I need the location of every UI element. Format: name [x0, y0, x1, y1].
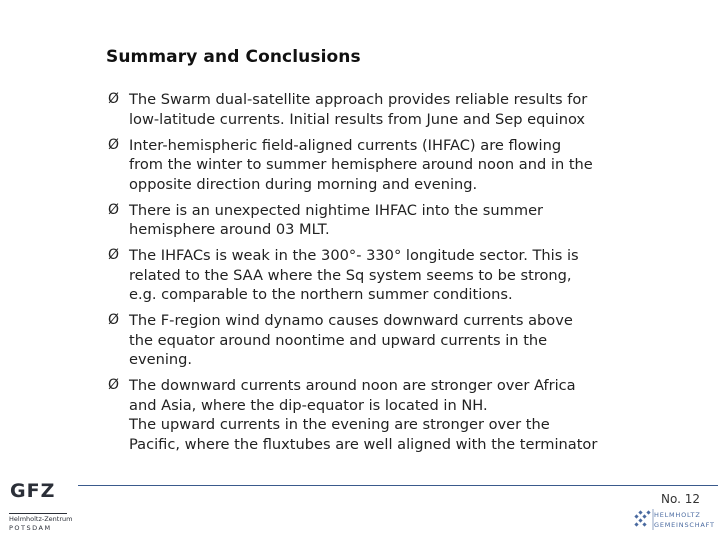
bullet-line: from the winter to summer hemisphere around noon and in the	[129, 156, 593, 173]
helmholtz-logo-line1: HELMHOLTZ	[654, 511, 701, 519]
bullet-line: opposite direction during morning and evening.	[129, 175, 478, 193]
bullet-line: The Swarm dual-satellite approach provides reliable results for	[129, 91, 588, 108]
bullet-item	[108, 90, 668, 129]
slide-number: No. 12	[660, 492, 700, 506]
bullet-line: There is an unexpected nightime IHFAC into the summer	[129, 201, 544, 219]
gfz-logo-subtitle: Helmholtz-Zentrum	[9, 515, 73, 523]
bullet-line: Pacific, where the fluxtubes are well aligned with the terminator	[129, 435, 598, 453]
bullet-line: The IHFACs is weak in the 300°- 330° longitude sector. This is	[129, 247, 579, 264]
bullet-item	[108, 376, 668, 454]
bullet-arrow-icon: Ø	[108, 247, 120, 263]
bullet-arrow-icon: Ø	[108, 312, 120, 328]
bullet-item	[108, 246, 668, 305]
bullet-line: hemisphere around 03 MLT.	[129, 221, 330, 238]
bullet-arrow-icon: Ø	[108, 91, 120, 107]
gfz-logo-rule	[9, 513, 67, 514]
bullet-line: The downward currents around noon are stronger over Africa	[129, 377, 576, 394]
bullet-line: Inter-hemispheric field-aligned currents (IHFAC) are flowing	[129, 136, 562, 154]
bullet-line: and Asia, where the dip-equator is located in NH.	[129, 396, 488, 414]
bullet-list	[108, 90, 668, 461]
bullet-item	[108, 136, 668, 195]
helmholtz-logo-line2: GEMEINSCHAFT	[654, 521, 715, 529]
bullet-line: evening.	[129, 351, 193, 368]
gfz-logo-city: POTSDAM	[9, 524, 52, 532]
bullet-line: The upward currents in the evening are stronger over the	[129, 416, 550, 433]
bullet-line: e.g. comparable to the northern summer conditions.	[129, 286, 513, 303]
bullet-line: the equator around noontime and upward currents in the	[129, 331, 548, 349]
bullet-item	[108, 201, 668, 240]
footer-divider	[78, 485, 718, 486]
bullet-line: related to the SAA where the Sq system seems to be strong,	[129, 266, 572, 284]
bullet-arrow-icon: Ø	[108, 136, 120, 153]
bullet-item	[108, 311, 668, 370]
gfz-logo: GFZ	[10, 480, 56, 502]
bullet-line: low-latitude currents. Initial results from June and Sep equinox	[129, 110, 586, 128]
bullet-line: The F-region wind dynamo causes downward currents above	[129, 312, 573, 329]
slide-title: Summary and Conclusions	[106, 47, 361, 67]
bullet-arrow-icon: Ø	[108, 201, 120, 218]
bullet-arrow-icon: Ø	[108, 377, 120, 393]
